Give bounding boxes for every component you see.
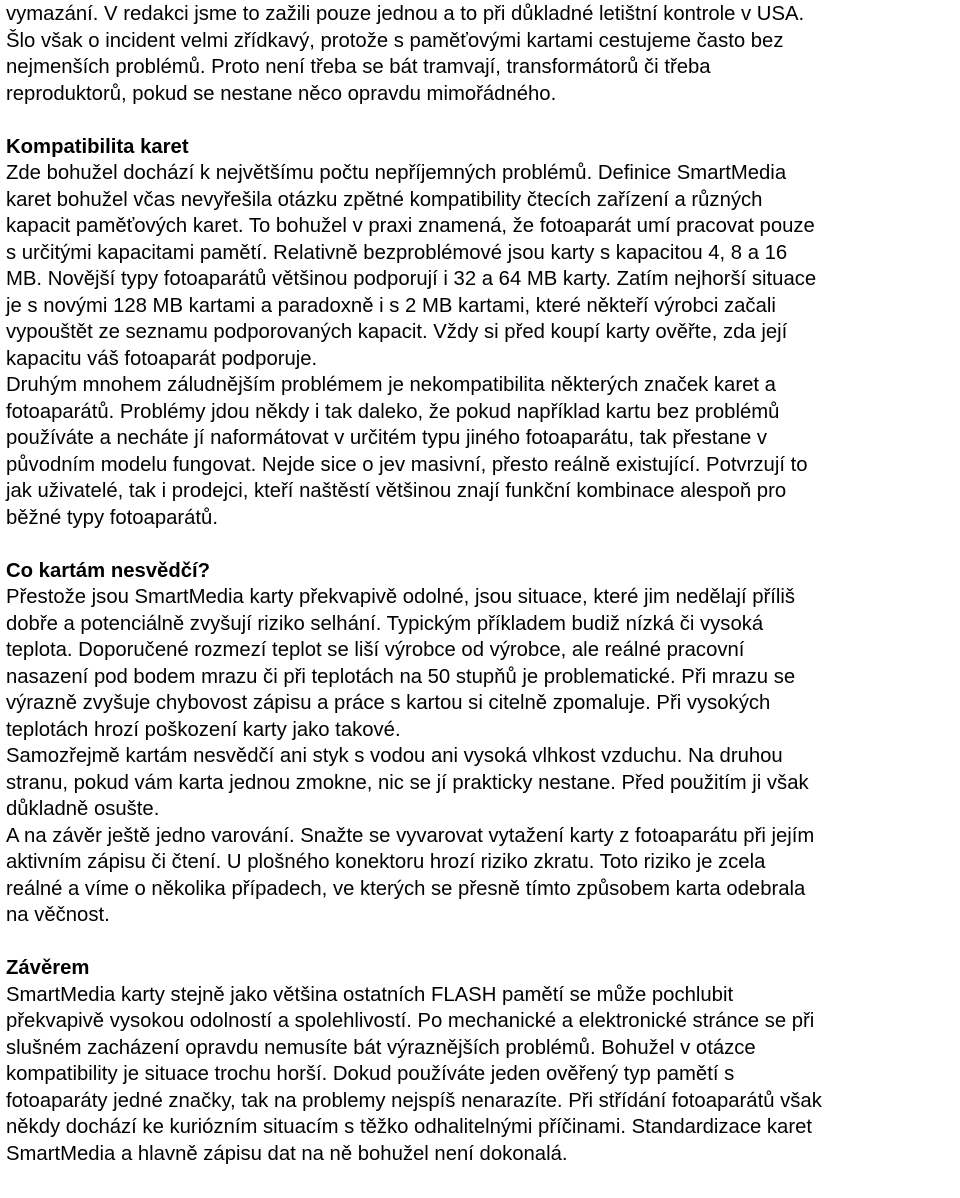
text-line: Šlo však o incident velmi zřídkavý, protože s paměťovými kartami cestujeme často bez: [6, 29, 784, 52]
section-heading: Kompatibilita karet: [6, 135, 189, 158]
text-line: reproduktorů, pokud se nestane něco opravdu mimořádného.: [6, 82, 557, 105]
text-line: kapacitu váš fotoaparát podporuje.: [6, 347, 318, 370]
text-line: karet bohužel včas nevyřešila otázku zpětné kompatibility čtecích zařízení a různých: [6, 188, 763, 211]
text-line: SmartMedia a hlavně zápisu dat na ně bohužel není dokonalá.: [6, 1142, 568, 1165]
section-conclusion: [6, 955, 952, 1167]
text-line: SmartMedia karty stejně jako většina ostatních FLASH pamětí se může pochlubit: [6, 983, 734, 1006]
text-line: Zde bohužel dochází k největšímu počtu nepříjemných problémů. Definice SmartMedia: [6, 162, 787, 184]
text-line: Přestože jsou SmartMedia karty překvapivě odolné, jsou situace, které jim nedělají příliš: [6, 586, 796, 608]
text-line: reálné a víme o několika případech, ve kterých se přesně tímto způsobem karta odebrala: [6, 877, 806, 900]
text-line: původním modelu fungovat. Nejde sice o jev masivní, přesto reálně existující. Potvrzují to: [6, 453, 808, 476]
text-line: slušném zacházení opravdu nemusíte bát výraznějších problémů. Bohužel v otázce: [6, 1036, 756, 1059]
section-harm: [6, 558, 952, 929]
text-line: kapacit paměťových karet. To bohužel v praxi znamená, že fotoaparát umí pracovat pouze: [6, 215, 815, 237]
text-line: výrazně zvyšuje chybovost zápisu a práce s kartou si citelně zpomaluje. Při vysokých: [6, 692, 771, 714]
text-line: vymazání. V redakci jsme to zažili pouze jednou a to při důkladné letištní kontrole v USA.: [6, 3, 805, 25]
text-line: stranu, pokud vám karta jednou zmokne, nic se jí prakticky nestane. Před použitím ji však: [6, 771, 809, 794]
text-line: s určitými kapacitami pamětí. Relativně bezproblémové jsou karty s kapacitou 4, 8 a 16: [6, 241, 788, 264]
section-heading: Závěrem: [6, 957, 90, 979]
text-line: kompatibility je situace trochu horší. Dokud používáte jeden ověřený typ pamětí s: [6, 1063, 735, 1085]
section-heading: Co kartám nesvědčí?: [6, 559, 211, 582]
text-line: A na závěr ještě jedno varování. Snažte se vyvarovat vytažení karty z fotoaparátu při jejím: [6, 824, 815, 847]
text-line: teplota. Doporučené rozmezí teplot se liší výrobce od výrobce, ale reálné pracovní: [6, 639, 745, 661]
text-line: nejmenších problémů. Proto není třeba se bát tramvají, transformátorů či třeba: [6, 56, 711, 78]
text-line: fotoaparáty jedné značky, tak na problemy nejspíš nenarazíte. Při střídání fotoaparátů však: [6, 1089, 822, 1112]
text-line: vypouštět ze seznamu podporovaných kapacit. Vždy si před koupí karty ověřte, zda její: [6, 321, 788, 343]
text-line: fotoaparátů. Problémy jdou někdy i tak daleko, že pokud například kartu bez problémů: [6, 400, 780, 423]
text-line: někdy dochází ke kuriózním situacím s těžko odhalitelnými příčinami. Standardizace karet: [6, 1116, 812, 1138]
text-line: MB. Novější typy fotoaparátů většinou podporují i 32 a 64 MB karty. Zatím nejhorší situace: [6, 268, 817, 290]
text-line: nasazení pod bodem mrazu či při teplotách na 50 stupňů je problematické. Při mrazu se: [6, 665, 796, 688]
text-line: jak uživatelé, tak i prodejci, kteří naštěstí většinou znají funkční kombinace alespoň pro: [6, 480, 787, 502]
text-line: běžné typy fotoaparátů.: [6, 506, 218, 529]
text-line: Samozřejmě kartám nesvědčí ani styk s vodou ani vysoká vlhkost vzduchu. Na druhou: [6, 745, 783, 767]
text-line: dobře a potenciálně zvyšují riziko selhání. Typickým příkladem budiž nízká či vysoká: [6, 612, 764, 635]
text-line: používáte a necháte jí naformátovat v určitém typu jiného fotoaparátu, tak přestane v: [6, 427, 767, 449]
intro-paragraph: [6, 1, 952, 107]
text-line: překvapivě vysokou odolností a spolehlivostí. Po mechanické a elektronické stránce se při: [6, 1010, 815, 1032]
text-line: důkladně osušte.: [6, 798, 160, 820]
text-line: je s novými 128 MB kartami a paradoxně i s 2 MB kartami, které někteří výrobci začali: [6, 294, 776, 317]
text-line: na věčnost.: [6, 904, 110, 926]
section-compatibility: [6, 134, 952, 532]
text-line: aktivním zápisu či čtení. U plošného konektoru hrozí riziko zkratu. Toto riziko je zcela: [6, 851, 766, 873]
text-line: teplotách hrozí poškození karty jako takové.: [6, 718, 401, 741]
text-line: Druhým mnohem záludnějším problémem je nekompatibilita některých značek karet a: [6, 374, 776, 396]
